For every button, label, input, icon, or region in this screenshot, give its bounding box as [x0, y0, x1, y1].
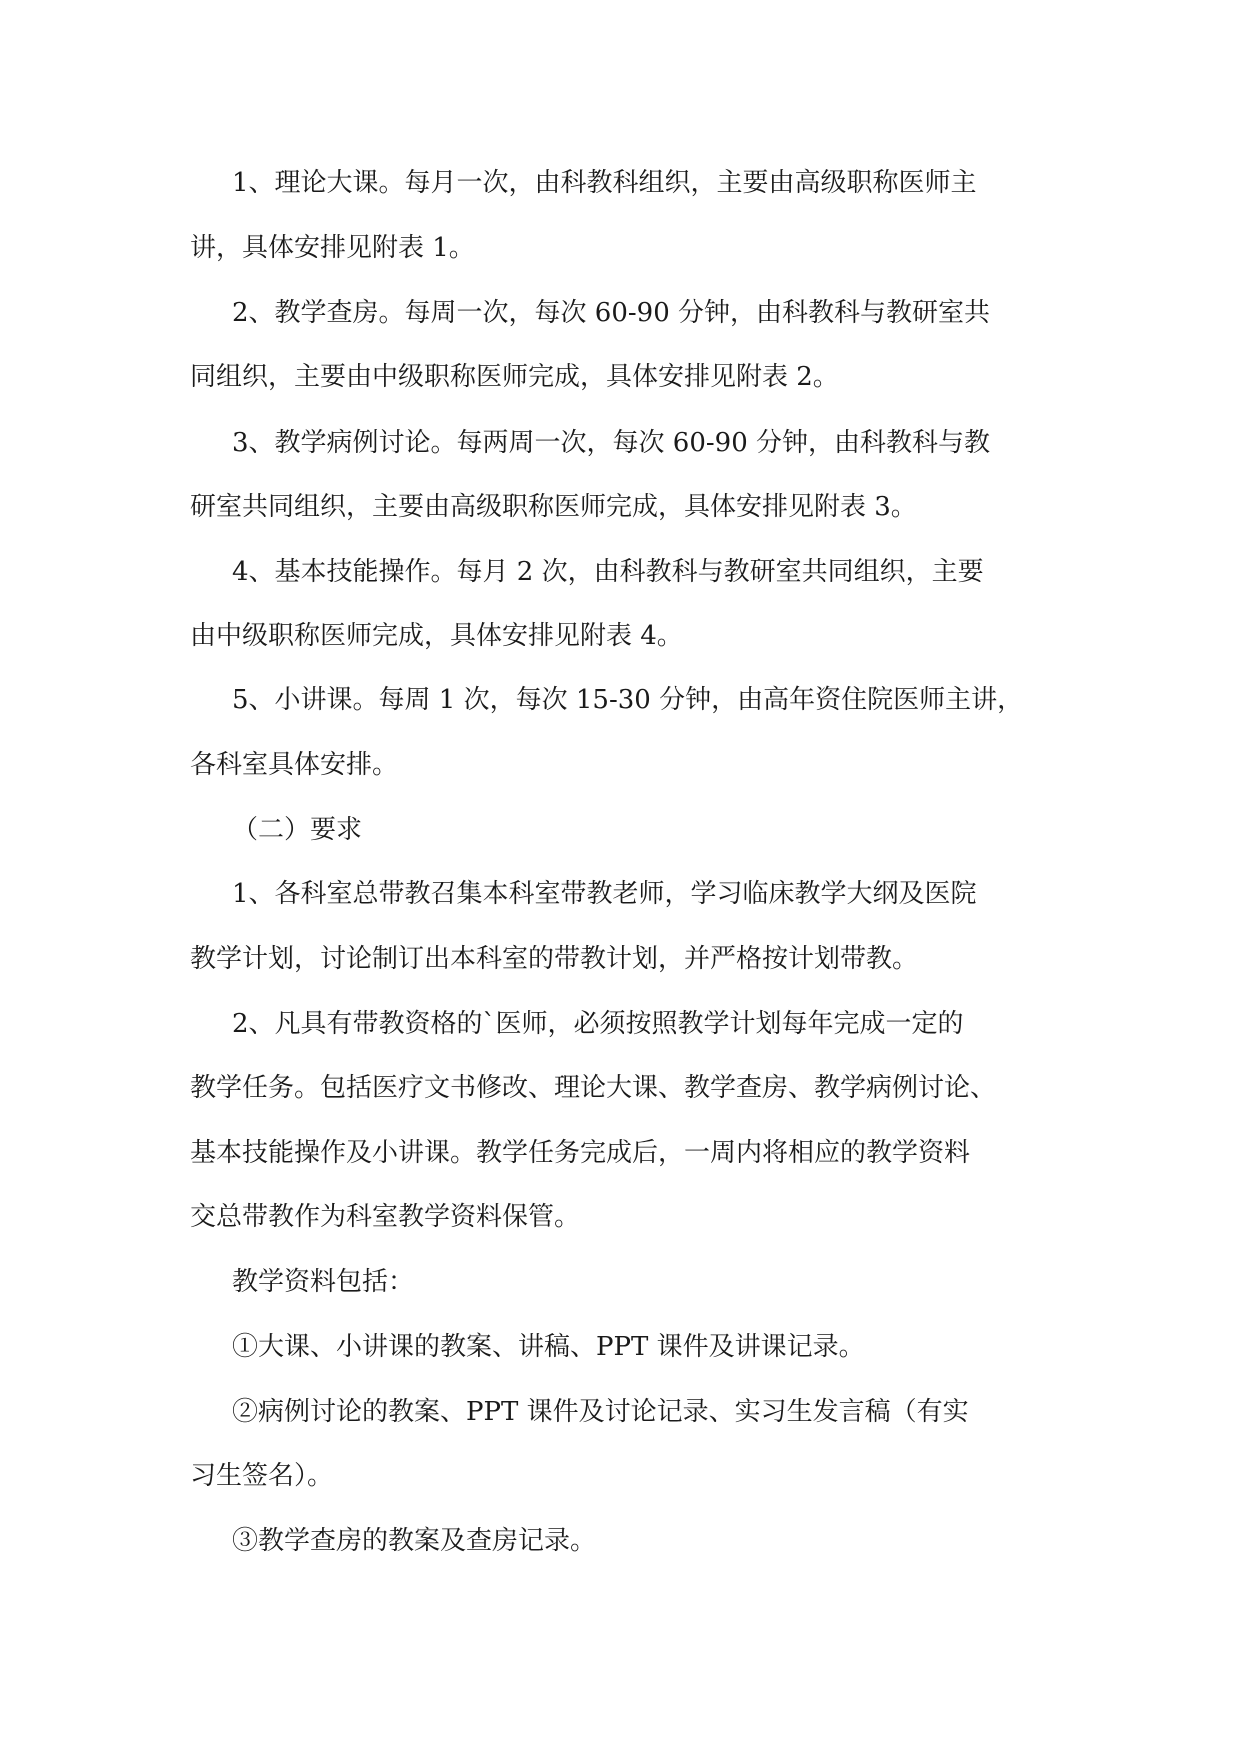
paragraph-skills-training-cont: 由中级职称医师完成，具体安排见附表 4。 [190, 621, 683, 651]
section-heading-requirements: （二）要求 [232, 815, 363, 845]
paragraph-case-discussion-cont: 研室共同组织，主要由高级职称医师完成，具体安排见附表 3。 [190, 492, 917, 522]
paragraph-requirement-2-cont-1: 教学任务。包括医疗文书修改、理论大课、教学查房、教学病例讨论、 [190, 1073, 997, 1103]
paragraph-case-discussion: 3、教学病例讨论。每两周一次，每次 60-90 分钟，由科教科与教 [232, 428, 991, 458]
list-item-materials-2-cont: 习生签名）。 [190, 1461, 334, 1491]
paragraph-teaching-rounds-cont: 同组织，主要由中级职称医师完成，具体安排见附表 2。 [190, 362, 839, 392]
paragraph-teaching-rounds: 2、教学查房。每周一次，每次 60-90 分钟，由科教科与教研室共 [232, 298, 991, 328]
paragraph-requirement-2-cont-2: 基本技能操作及小讲课。教学任务完成后，一周内将相应的教学资料 [190, 1138, 971, 1168]
list-item-materials-2: ②病例讨论的教案、PPT 课件及讨论记录、实习生发言稿（有实 [232, 1397, 969, 1427]
list-item-materials-1: ①大课、小讲课的教案、讲稿、PPT 课件及讲课记录。 [232, 1332, 865, 1362]
paragraph-theory-lecture-cont: 讲，具体安排见附表 1。 [190, 233, 475, 263]
paragraph-mini-lecture: 5、小讲课。每周 1 次，每次 15-30 分钟，由高年资住院医师主讲， [232, 685, 1024, 715]
paragraph-theory-lecture: 1、理论大课。每月一次，由科教科组织，主要由高级职称医师主 [232, 168, 977, 198]
paragraph-materials-intro: 教学资料包括： [232, 1267, 415, 1297]
paragraph-requirement-2-cont-3: 交总带教作为科室教学资料保管。 [190, 1202, 581, 1232]
paragraph-requirement-2: 2、凡具有带教资格的`医师，必须按照教学计划每年完成一定的 [232, 1009, 964, 1039]
paragraph-requirement-1: 1、各科室总带教召集本科室带教老师，学习临床教学大纲及医院 [232, 879, 977, 909]
paragraph-skills-training: 4、基本技能操作。每月 2 次，由科教科与教研室共同组织，主要 [232, 557, 984, 587]
paragraph-requirement-1-cont: 教学计划，讨论制订出本科室的带教计划，并严格按计划带教。 [190, 944, 919, 974]
paragraph-mini-lecture-cont: 各科室具体安排。 [190, 750, 399, 780]
list-item-materials-3: ③教学查房的教案及查房记录。 [232, 1526, 597, 1556]
